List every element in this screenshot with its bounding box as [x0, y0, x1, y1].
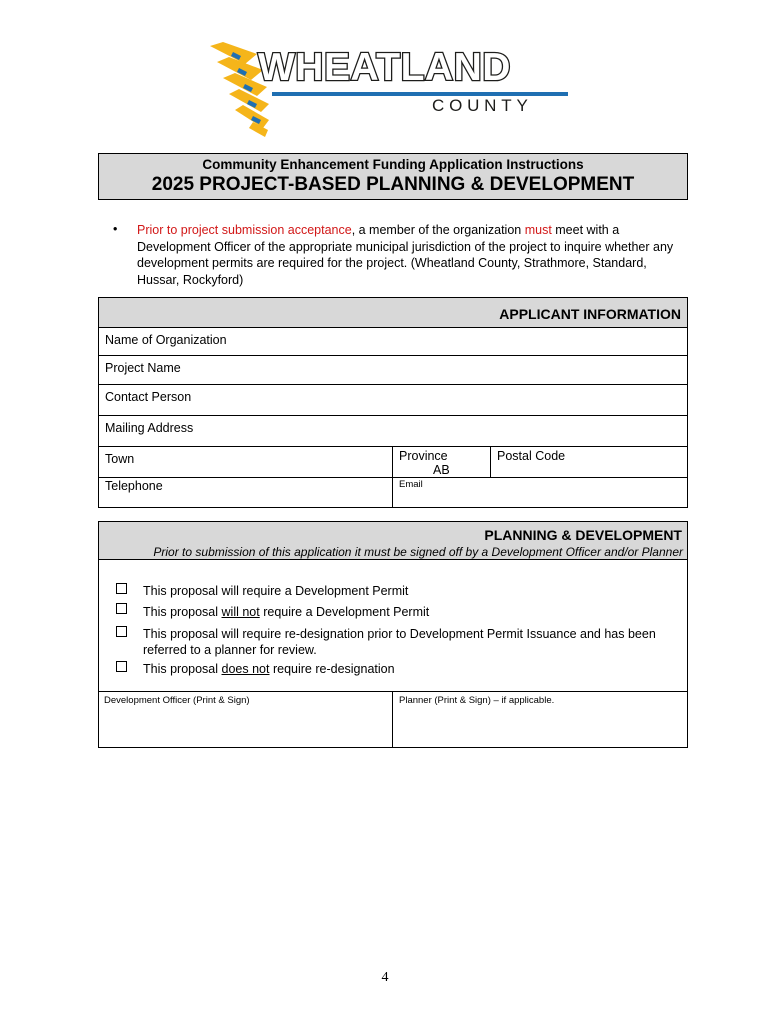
instruction-part-1: , a member of the organization	[351, 223, 525, 237]
province-field[interactable]	[393, 447, 489, 477]
redesignation-not-required-label: This proposal does not require re-designation	[143, 662, 395, 676]
applicant-section-title: APPLICANT INFORMATION	[499, 306, 681, 322]
planner-signature-field[interactable]	[393, 692, 687, 747]
planner-signature-label: Planner (Print & Sign) – if applicable.	[399, 695, 555, 706]
project-name-field[interactable]	[98, 356, 688, 385]
postal-code-label: Postal Code	[497, 449, 566, 463]
town-label: Town	[105, 452, 135, 466]
instruction-highlight-1: Prior to project submission acceptance	[137, 223, 352, 237]
logo-county-text: COUNTY	[432, 96, 533, 115]
permit-required-label: This proposal will require a Development Permit	[143, 584, 409, 598]
telephone-row	[98, 478, 688, 508]
email-label: Email	[399, 479, 423, 490]
page-number: 4	[381, 970, 389, 985]
province-postal-divider	[490, 447, 491, 477]
redesignation-not-required-checkbox[interactable]	[116, 661, 127, 672]
instruction-text	[137, 222, 682, 288]
redesignation-required-label: This proposal will require re-designation prior to Development Permit Issuance and has been referred to a planner for review.	[143, 627, 656, 657]
title-box	[98, 153, 688, 200]
town-field[interactable]	[99, 447, 392, 477]
bullet-symbol: •	[113, 222, 118, 236]
instruction-part-2: meet with a Development Officer of the appropriate municipal jurisdiction of the project to inquire whether any development permits are required for the project. (Wheatland County, Strathmore, Standard, Hussar, Rockyford)	[137, 223, 674, 287]
telephone-label: Telephone	[105, 479, 163, 493]
permit-not-required-label: This proposal will not require a Development Permit	[143, 605, 430, 619]
organization-field[interactable]	[98, 328, 688, 356]
project-name-label: Project Name	[105, 361, 181, 375]
contact-person-label: Contact Person	[105, 390, 192, 404]
telephone-field[interactable]	[99, 478, 392, 507]
mailing-address-label: Mailing Address	[105, 421, 194, 435]
postal-code-field[interactable]	[491, 447, 687, 477]
title-subtitle: Community Enhancement Funding Application Instructions	[202, 157, 584, 172]
logo-wordmark: WHEATLAND	[258, 46, 511, 89]
town-row	[98, 447, 688, 478]
applicant-section-header	[98, 297, 688, 328]
organization-label: Name of Organization	[105, 333, 227, 347]
planning-section-title: PLANNING & DEVELOPMENT	[484, 527, 682, 543]
planning-section-header	[98, 521, 688, 560]
telephone-email-divider	[392, 478, 393, 507]
officer-signature-label: Development Officer (Print & Sign)	[104, 695, 250, 706]
town-province-divider	[392, 447, 393, 477]
mailing-address-field[interactable]	[98, 416, 688, 447]
applicant-top-border	[98, 297, 688, 298]
page-title: 2025 PROJECT-BASED PLANNING & DEVELOPMENT	[151, 174, 635, 195]
contact-person-field[interactable]	[98, 385, 688, 416]
redesignation-required-checkbox[interactable]	[116, 626, 127, 637]
permit-required-checkbox[interactable]	[116, 583, 127, 594]
officer-signature-field[interactable]	[99, 692, 391, 747]
province-value: AB	[433, 463, 450, 477]
email-field[interactable]	[393, 478, 687, 507]
province-label: Province	[399, 449, 448, 463]
instruction-highlight-2: must	[524, 223, 552, 237]
permit-not-required-checkbox[interactable]	[116, 603, 127, 614]
planning-sign-off-note: Prior to submission of this application it must be signed off by a Development Officer and/or Planner	[153, 545, 683, 559]
